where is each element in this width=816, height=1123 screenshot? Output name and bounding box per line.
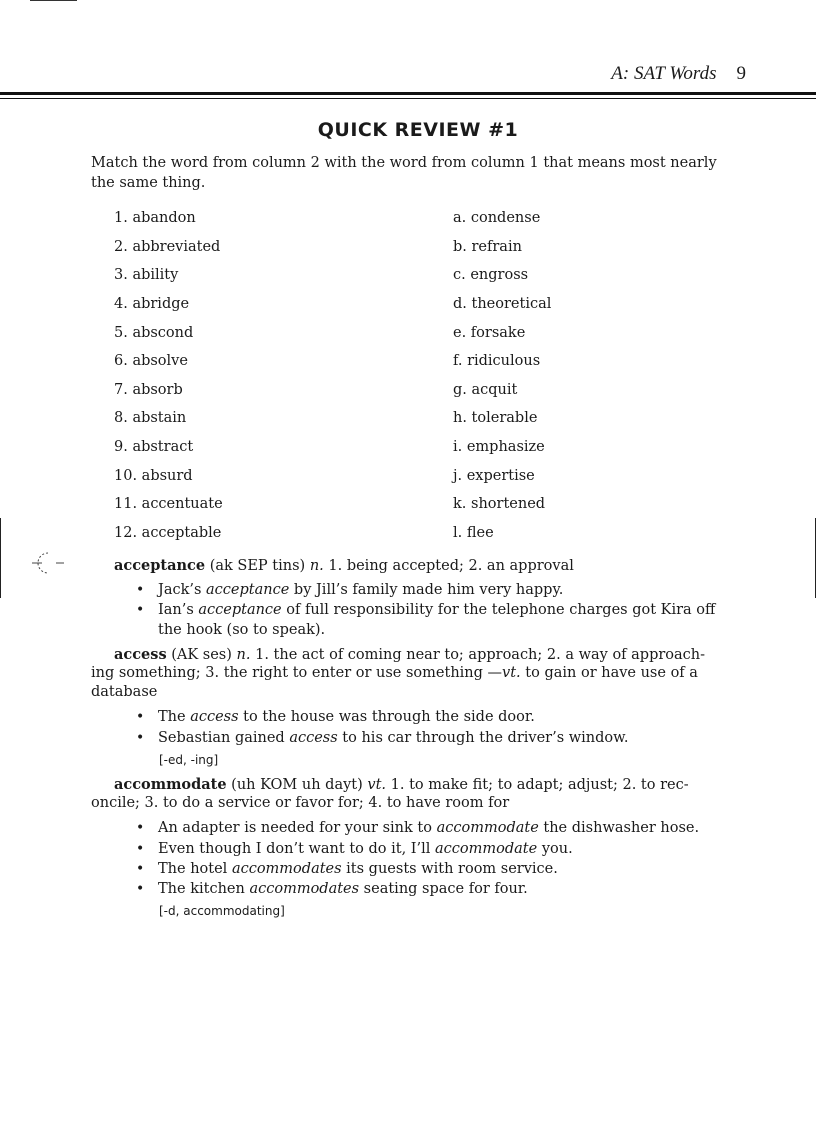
column1-item: 10. absurd — [114, 468, 193, 484]
column2-item: b. refrain — [453, 239, 522, 255]
column1-item: 1. abandon — [114, 210, 196, 226]
part-of-speech: n. — [236, 647, 251, 663]
page-number: 9 — [736, 63, 746, 84]
column2-item: c. engross — [453, 267, 529, 283]
margin-line-left — [0, 518, 1, 598]
column2-item: k. shortened — [453, 496, 546, 512]
definition: 1. being accepted; 2. an approval — [328, 558, 574, 574]
entry-accommodate-definition — [114, 775, 689, 795]
example-sentence: Even though I don’t want to do it, I’ll accommodate you. — [158, 841, 573, 857]
definition-continued: ing something; 3. the right to enter or use something —vt. to gain or have use of a — [91, 665, 698, 681]
definition-continued: database — [91, 684, 158, 700]
part-of-speech: vt. — [367, 777, 387, 793]
crop-mark — [30, 0, 77, 1]
definition: 1. to make fit; to adapt; adjust; 2. to rec- — [390, 777, 689, 793]
entry-acceptance-definition — [114, 556, 574, 576]
part-of-speech: n. — [309, 558, 324, 574]
column2-item: a. condense — [453, 210, 541, 226]
bullet-icon: • — [136, 861, 145, 877]
headword: accommodate — [114, 776, 227, 793]
example-sentence-continued: the hook (so to speak). — [158, 622, 326, 638]
section-title: A: SAT Words — [611, 63, 717, 84]
definition-continued: oncile; 3. to do a service or favor for; 4. to have room for — [91, 795, 510, 811]
instructions: Match the word from column 2 with the word from column 1 that means most nearly the same thing. — [91, 155, 717, 191]
column2-item: e. forsake — [453, 325, 526, 341]
bullet-icon: • — [136, 841, 145, 857]
entry-access-definition — [114, 645, 705, 665]
column1-item: 7. absorb — [114, 382, 183, 398]
bullet-icon: • — [136, 730, 145, 746]
pronunciation: (ak SEP tins) — [209, 558, 306, 574]
column1-item: 8. abstain — [114, 410, 187, 426]
word-forms: [-d, accommodating] — [159, 904, 285, 918]
column1-item: 9. abstract — [114, 439, 194, 455]
column2-item: j. expertise — [453, 468, 535, 484]
column1-item: 5. abscond — [114, 325, 194, 341]
bullet-icon: • — [136, 602, 145, 618]
example-sentence: The kitchen accommodates seating space for four. — [158, 881, 528, 897]
pronunciation: (AK ses) — [171, 647, 232, 663]
header-rule-thick — [0, 92, 816, 95]
column2-item: f. ridiculous — [453, 353, 541, 369]
bullet-icon: • — [136, 820, 145, 836]
page-title: QUICK REVIEW #1 — [317, 119, 519, 141]
column1-item: 4. abridge — [114, 296, 190, 312]
bullet-icon: • — [136, 881, 145, 897]
headword: access — [114, 646, 167, 663]
bullet-icon: • — [136, 582, 145, 598]
column1-item: 6. absolve — [114, 353, 188, 369]
example-sentence: Sebastian gained access to his car through the driver’s window. — [158, 730, 629, 746]
header-rule-thin — [0, 98, 816, 99]
column1-item: 2. abbreviated — [114, 239, 221, 255]
bullet-icon: • — [136, 709, 145, 725]
pronunciation: (uh KOM uh dayt) — [231, 777, 363, 793]
running-header — [611, 63, 746, 85]
example-sentence: Jack’s acceptance by Jill’s family made him very happy. — [158, 582, 564, 598]
definition: 1. the act of coming near to; approach; 2. a way of approach- — [255, 647, 706, 663]
column2-item: h. tolerable — [453, 410, 538, 426]
example-sentence: The hotel accommodates its guests with room service. — [158, 861, 558, 877]
column2-item: i. emphasize — [453, 439, 545, 455]
example-sentence: An adapter is needed for your sink to accommodate the dishwasher hose. — [158, 820, 700, 836]
example-sentence: The access to the house was through the side door. — [158, 709, 535, 725]
column2-item: l. flee — [453, 525, 494, 541]
word-forms: [-ed, -ing] — [159, 753, 219, 767]
headword: acceptance — [114, 557, 206, 574]
column1-item: 3. ability — [114, 267, 179, 283]
column2-item: d. theoretical — [453, 296, 552, 312]
column2-item: g. acquit — [453, 382, 518, 398]
example-sentence: Ian’s acceptance of full responsibility for the telephone charges got Kira off — [158, 602, 716, 618]
column1-item: 11. accentuate — [114, 496, 223, 512]
registration-mark-icon — [28, 550, 68, 576]
column1-item: 12. acceptable — [114, 525, 222, 541]
